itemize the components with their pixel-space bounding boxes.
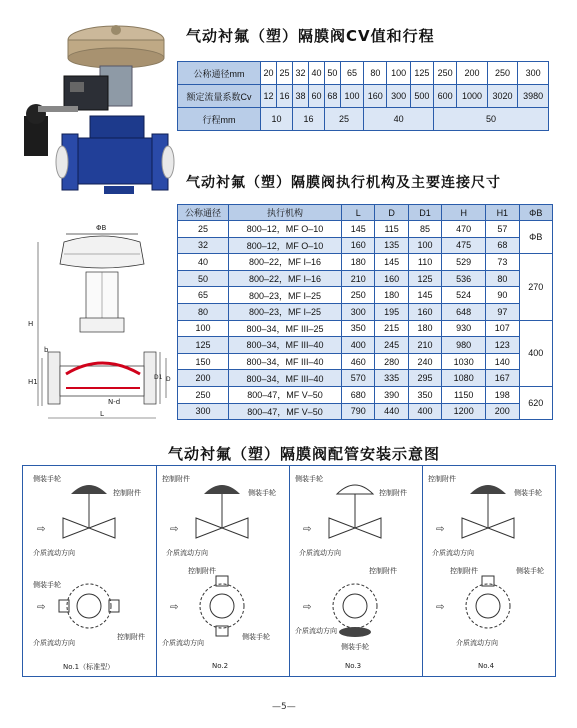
cv-cell: 600	[433, 85, 456, 108]
label-handwheel: 侧装手轮	[514, 489, 542, 497]
dn-cell: 40	[308, 62, 324, 85]
dn-cell: 25	[276, 62, 292, 85]
install-title: 气动衬氟（塑）隔膜阀配管安装示意图	[168, 445, 441, 463]
table-row: 125 800–34，MF III–40 400 245 210 980 123	[178, 337, 553, 354]
table-row: 200 800–34，MF III–40 570 335 295 1080 167	[178, 370, 553, 387]
svg-text:⇨: ⇨	[436, 602, 445, 613]
label-handwheel: 侧装手轮	[248, 489, 276, 497]
label-handwheel: 侧装手轮	[341, 643, 369, 651]
label-control: 控制附件	[162, 475, 190, 483]
stroke-cell: 40	[364, 108, 434, 131]
col-header: ΦB	[519, 205, 552, 221]
phi-b-cell: ΦB	[519, 221, 552, 254]
dim-label-d1: D1	[154, 374, 163, 381]
dn-cell: 80	[364, 62, 387, 85]
cv-cell: 100	[340, 85, 363, 108]
table-row: 100 800–34，MF III–25 350 215 180 930 107 400	[178, 320, 553, 337]
install-caption-2: No.2	[212, 662, 229, 670]
label-handwheel: 侧装手轮	[242, 633, 270, 641]
svg-text:⇨: ⇨	[436, 524, 445, 535]
page-number: —5—	[272, 702, 296, 712]
svg-text:⇨: ⇨	[303, 524, 312, 535]
install-option-4	[422, 466, 555, 676]
cv-table	[177, 61, 549, 131]
install-option-1	[23, 466, 156, 676]
dim-label-h1: H1	[28, 378, 38, 386]
col-header: H	[442, 205, 486, 221]
install-option-3	[289, 466, 422, 676]
col-header: D	[375, 205, 408, 221]
label-control: 控制附件	[117, 633, 145, 641]
label-control: 控制附件	[379, 489, 407, 497]
label-control: 控制附件	[428, 475, 456, 483]
dim-label-l: L	[100, 410, 104, 418]
cv-row-label-stroke: 行程mm	[178, 108, 261, 131]
col-header: D1	[408, 205, 441, 221]
cv-table-title: 气动衬氟（塑）隔膜阀CV值和行程	[186, 27, 435, 45]
label-flow: 介质流动方向	[33, 549, 75, 557]
table-row: 80 800–23，MF I–25 300 195 160 648 97	[178, 303, 553, 320]
label-flow: 介质流动方向	[295, 627, 337, 635]
dim-label-nd: N-d	[108, 398, 121, 406]
dn-cell: 250	[487, 62, 518, 85]
col-header: 执行机构	[229, 205, 342, 221]
label-handwheel: 侧装手轮	[295, 475, 323, 483]
cv-row-label-cv: 额定流量系数Cv	[178, 85, 261, 108]
col-header: H1	[486, 205, 519, 221]
cv-cell: 12	[261, 85, 277, 108]
install-caption-3: No.3	[345, 662, 362, 670]
label-flow: 介质流动方向	[299, 549, 341, 557]
label-flow: 介质流动方向	[456, 639, 498, 647]
label-flow: 介质流动方向	[33, 639, 75, 647]
label-handwheel: 侧装手轮	[516, 567, 544, 575]
dim-label-h: H	[28, 320, 34, 328]
cv-cell: 68	[324, 85, 340, 108]
cv-row-label-dn: 公称通径mm	[178, 62, 261, 85]
label-control: 控制附件	[369, 567, 397, 575]
cv-cell: 3980	[518, 85, 549, 108]
dn-cell: 200	[457, 62, 488, 85]
dims-table-title: 气动衬氟（塑）隔膜阀执行机构及主要连接尺寸	[186, 175, 501, 191]
table-row: 150 800–34，MF III–40 460 280 240 1030 140	[178, 353, 553, 370]
label-handwheel: 侧装手轮	[33, 581, 61, 589]
table-row: 32 800–12，MF O–10 160 135 100 475 68	[178, 237, 553, 254]
dims-table	[177, 204, 553, 420]
cv-cell: 3020	[487, 85, 518, 108]
cv-cell: 60	[308, 85, 324, 108]
col-header: L	[342, 205, 375, 221]
phi-b-cell: 400	[519, 320, 552, 386]
dn-cell: 65	[340, 62, 363, 85]
svg-text:⇨: ⇨	[37, 524, 46, 535]
dn-cell: 50	[324, 62, 340, 85]
label-control: 控制附件	[113, 489, 141, 497]
table-row: 300 800–47，MF V–50 790 440 400 1200 200	[178, 403, 553, 420]
valve-photo	[4, 16, 176, 196]
dim-label-d: D	[166, 376, 171, 383]
dn-cell: 20	[261, 62, 277, 85]
install-caption-1: No.1（标准型）	[63, 663, 115, 671]
col-header: 公称通径	[178, 205, 229, 221]
stroke-cell: 10	[261, 108, 293, 131]
svg-text:⇨: ⇨	[170, 602, 179, 613]
cv-cell: 1000	[457, 85, 488, 108]
svg-text:⇨: ⇨	[170, 524, 179, 535]
stroke-cell: 50	[433, 108, 548, 131]
label-control: 控制附件	[188, 567, 216, 575]
svg-text:⇨: ⇨	[37, 602, 46, 613]
dim-label-phib: ΦB	[96, 224, 107, 232]
install-caption-4: No.4	[478, 662, 495, 670]
label-flow: 介质流动方向	[166, 549, 208, 557]
stroke-cell: 25	[324, 108, 363, 131]
label-flow: 介质流动方向	[162, 639, 204, 647]
cv-cell: 16	[276, 85, 292, 108]
dim-label-b: b	[44, 346, 49, 354]
dn-cell: 32	[292, 62, 308, 85]
label-handwheel: 侧装手轮	[33, 475, 61, 483]
stroke-cell: 16	[292, 108, 324, 131]
cv-cell: 300	[387, 85, 410, 108]
label-flow: 介质流动方向	[432, 549, 474, 557]
phi-b-cell: 620	[519, 386, 552, 419]
dn-cell: 300	[518, 62, 549, 85]
install-option-2	[156, 466, 289, 676]
svg-text:⇨: ⇨	[303, 602, 312, 613]
table-row: 250 800–47，MF V–50 680 390 350 1150 198 620	[178, 386, 553, 403]
label-control: 控制附件	[450, 567, 478, 575]
phi-b-cell: 270	[519, 254, 552, 320]
cv-cell: 160	[364, 85, 387, 108]
cv-cell: 500	[410, 85, 433, 108]
table-row: 25 800–12，MF O–10 145 115 85 470 57 ΦB	[178, 221, 553, 238]
dn-cell: 100	[387, 62, 410, 85]
table-row: 40 800–22，MF I–16 180 145 110 529 73 270	[178, 254, 553, 271]
table-row: 65 800–23，MF I–25 250 180 145 524 90	[178, 287, 553, 304]
table-row: 50 800–22，MF I–16 210 160 125 536 80	[178, 270, 553, 287]
dn-cell: 250	[433, 62, 456, 85]
dn-cell: 125	[410, 62, 433, 85]
install-diagram-panel	[22, 465, 556, 677]
cv-cell: 38	[292, 85, 308, 108]
valve-dimension-drawing	[14, 224, 174, 428]
